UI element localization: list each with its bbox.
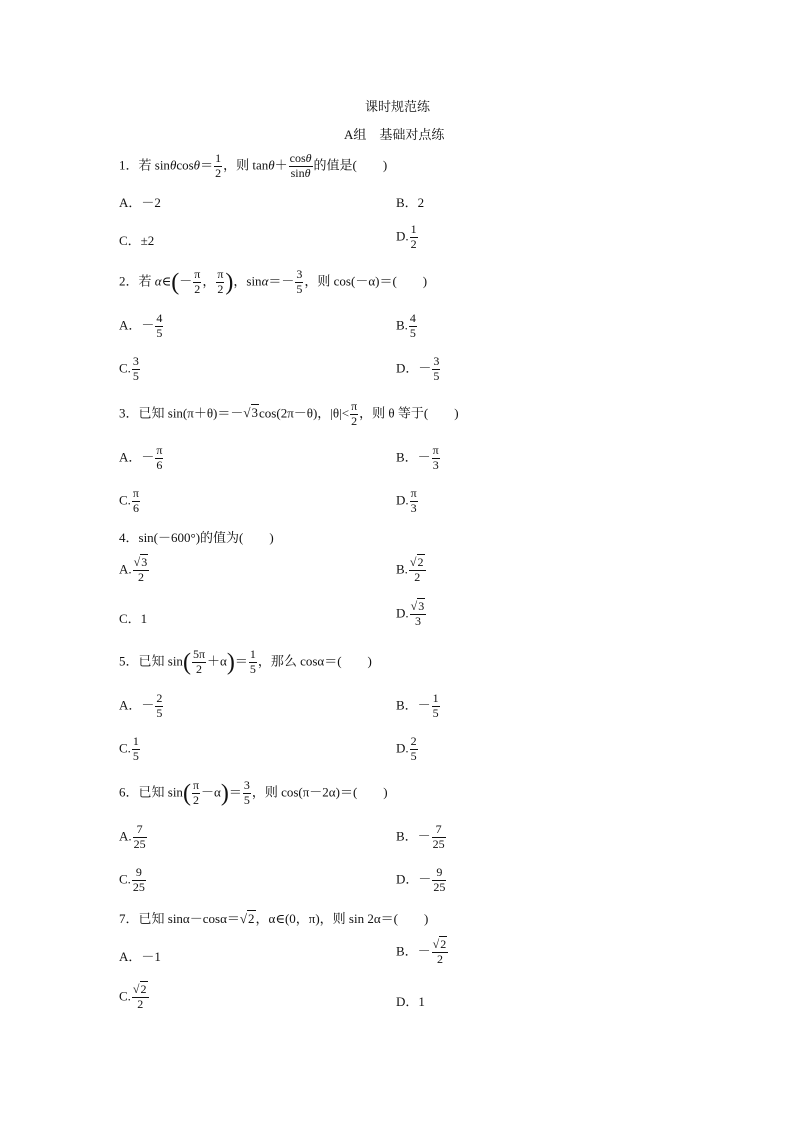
option-7b[interactable]: B．－ $\frac{√2}{2}$ [396,937,447,966]
option-7d[interactable]: D．1 [396,994,425,1009]
question-3: 3．已知 sin(π＋θ)＝－√3cos(2π－θ)，|θ|< $\frac{\pi}{2}$ ，则 θ 等于( ) [119,399,459,428]
option-1a[interactable]: A．－2 [119,195,161,210]
option-4d[interactable]: D. $\frac{√3}{3}$ [396,599,425,628]
question-4: 4．sin(－600°)的值为( ) [119,530,274,545]
fraction: $\frac{\cos\theta}{\sin\theta}$ [289,151,312,180]
section-subtitle: A组 基础对点练 [344,127,445,142]
option-2d[interactable]: D．－ $\frac{3}{5}$ [396,354,440,383]
option-4b[interactable]: B. $\frac{√2}{2}$ [396,555,424,584]
option-5a[interactable]: A．－ $\frac{2}{5}$ [119,691,163,720]
option-6c[interactable]: C. $\frac{9}{25}$ [119,865,145,894]
option-3d[interactable]: D. $\frac{\pi}{3}$ [396,486,417,515]
option-4c[interactable]: C．1 [119,611,148,626]
option-3c[interactable]: C. $\frac{\pi}{6}$ [119,486,139,515]
option-1d[interactable]: D. $\frac{1}{2}$ [396,222,417,251]
option-2a[interactable]: A．－ $\frac{4}{5}$ [119,311,163,340]
option-7a[interactable]: A．－1 [119,949,161,964]
page-title-text: 课时规范练 [365,99,431,114]
option-1c[interactable]: C．±2 [119,233,155,248]
option-6a[interactable]: A. $\frac{7}{25}$ [119,822,146,851]
option-3a[interactable]: A．－ $\frac{\pi}{6}$ [119,443,163,472]
question-1: 1．若 sinθcosθ＝ $\frac{1}{2}$ ，则 tanθ＋ $\frac{\cos\theta}{\sin\theta}$ 的值是( ) [119,151,388,180]
option-5d[interactable]: D. $\frac{2}{5}$ [396,734,417,763]
option-6d[interactable]: D．－ $\frac{9}{25}$ [396,865,446,894]
option-4a[interactable]: A. $\frac{√3}{2}$ [119,555,148,584]
question-5: 5．已知 sin( $\frac{5\pi}{2}$ ＋α)＝ $\frac{1}{5}$ ，那么 cosα＝( ) [119,647,372,676]
question-2: 2．若 α∈(－ $\frac{\pi}{2}$ ， $\frac{\pi}{2}$ )，sinα＝－ $\frac{3}{5}$ ，则 cos(－α)＝( ) [119,267,428,296]
option-6b[interactable]: B．－ $\frac{7}{25}$ [396,822,445,851]
option-2b[interactable]: B. $\frac{4}{5}$ [396,311,416,340]
fraction: $\frac{1}{2}$ [215,151,222,180]
option-5b[interactable]: B．－ $\frac{1}{5}$ [396,691,439,720]
option-3b[interactable]: B．－ $\frac{\pi}{3}$ [396,443,439,472]
option-7c[interactable]: C. $\frac{√2}{2}$ [119,982,147,1011]
option-2c[interactable]: C. $\frac{3}{5}$ [119,354,139,383]
option-5c[interactable]: C. $\frac{1}{5}$ [119,734,139,763]
question-6: 6．已知 sin( $\frac{\pi}{2}$ －α)＝ $\frac{3}{5}$ ，则 cos(π－2α)＝( ) [119,778,388,807]
option-1b[interactable]: B．2 [396,195,425,210]
question-7: 7．已知 sinα－cosα＝√2，α∈(0，π)，则 sin 2α＝( ) [119,911,429,926]
